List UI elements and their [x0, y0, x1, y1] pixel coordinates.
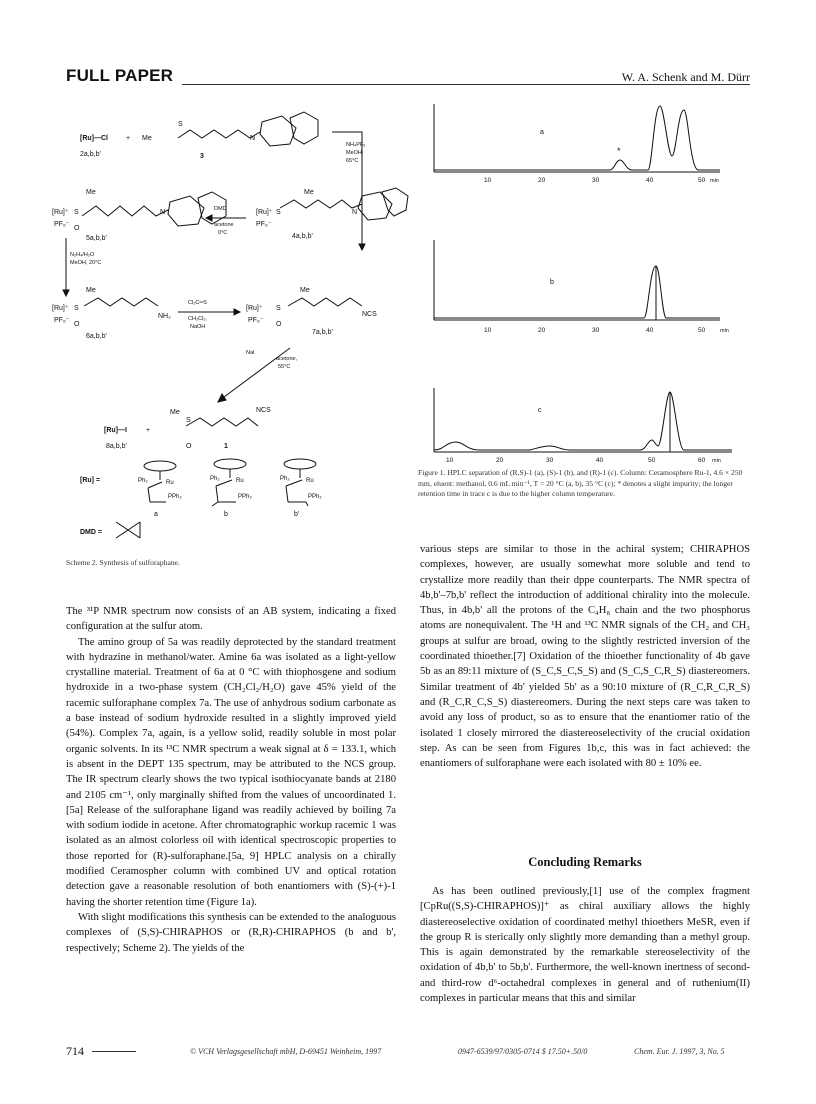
svg-text:[Ru]—Cl: [Ru]—Cl [80, 135, 108, 142]
svg-text:DMD =: DMD = [80, 529, 102, 536]
scheme-2-diagram [50, 98, 410, 550]
svg-text:Me: Me [86, 287, 96, 294]
paragraph: various steps are similar to those in the achiral system; CHIRAPHOS complexes, however, are usually somewhat more soluble and tend to crystallize more readily than their dppe counterparts. The NMR spectra of 4b,b'–7b,b' reflect the introduction of additional chirality into the molecule. Thus, in 4b,b' all the protons of the C₄H₈ chain and the two phosphorus atoms are nonequivalent. The ¹H and ¹³C NMR signals of the CH₂ and CH₃ groups at sulfur are broad, owing to the slightly restricted inversion of the coordinated thioether.[7] Oxidation of the thioether functionality of 4b gave 5b as an 89:11 mixture of (S_C,S_C,S_S) and (S_C,S_C,R_S) diastereomers. Similar treatment of 4b' yielded 5b' as a 90:10 mixture of (R_C,R_C,R_S) and (R_C,R_C,S_S) diastereomers. During the next steps care was taken to avoid any loss of product, so as to ensure that the enantiomer ratio of the isolated 1 closely mirrored the diastereoselectivity of the crucial oxidation step. As can be seen from Figures 1b,c, this was in fact achieved: the enantiomers of sulforaphane were each isolated with 80 ± 10% ee. [420, 544, 750, 770]
svg-text:min: min [720, 328, 729, 334]
svg-text:Ru: Ru [236, 478, 244, 484]
svg-text:O: O [74, 225, 80, 232]
svg-text:PF₆⁻: PF₆⁻ [256, 221, 272, 228]
svg-text:Me: Me [170, 409, 180, 416]
svg-text:MeOH, 20°C: MeOH, 20°C [70, 260, 102, 266]
svg-text:7a,b,b': 7a,b,b' [312, 329, 333, 336]
svg-text:N₂H₄/H₂O: N₂H₄/H₂O [70, 252, 95, 258]
left-column [66, 604, 396, 956]
svg-text:a: a [154, 511, 158, 518]
svg-text:Ru: Ru [306, 478, 314, 484]
svg-text:S: S [276, 305, 281, 312]
paragraph: With slight modifications this synthesis can be extended to the analoguous complexes of (S,S)-CHIRAPHOS or (R,R)-CHIRAPHOS (b and b', respectively; Scheme 2). The yields of the [66, 911, 396, 954]
svg-text:Me: Me [86, 189, 96, 196]
svg-text:NaOH: NaOH [190, 324, 206, 330]
svg-text:[Ru] =: [Ru] = [80, 477, 101, 484]
svg-text:Me: Me [142, 135, 152, 142]
svg-text:N: N [250, 135, 256, 142]
svg-text:min: min [712, 458, 721, 464]
svg-text:acetone,: acetone, [276, 356, 298, 362]
svg-text:a: a [540, 129, 544, 136]
svg-text:O: O [276, 321, 282, 328]
figure-1-caption: Figure 1. HPLC separation of (R,S)-1 (a), (S)-1 (b), and (R)-1 (c). Column: Ceramosphere Ru-1, 4.6 × 250 mm, eluent: methanol, 0.6 mL min⁻¹, T = 20 °C (a, b), 35 °C (c); * denotes a slight impurity; the longer retention time in trace c is due to the higher column temperature. [418, 468, 743, 498]
trace-a [434, 104, 720, 172]
svg-text:[Ru]⁺: [Ru]⁺ [52, 305, 69, 312]
svg-text:S: S [74, 209, 79, 216]
svg-text:3: 3 [200, 153, 204, 160]
svg-text:MeOH: MeOH [346, 150, 362, 156]
svg-text:Ph₂: Ph₂ [210, 476, 220, 482]
footer-rule [92, 1051, 136, 1052]
svg-text:N: N [160, 209, 166, 216]
chain-3 [178, 130, 260, 138]
svg-text:PPh₂: PPh₂ [308, 494, 322, 500]
svg-text:4a,b,b': 4a,b,b' [292, 233, 313, 240]
svg-text:min: min [710, 178, 719, 184]
svg-text:10: 10 [484, 327, 492, 334]
svg-text:30: 30 [592, 177, 600, 184]
svg-text:20: 20 [538, 327, 546, 334]
svg-text:5a,b,b': 5a,b,b' [86, 235, 107, 242]
section-title: Concluding Remarks [528, 855, 642, 869]
svg-text:PF₆⁻: PF₆⁻ [54, 221, 70, 228]
svg-text:O: O [74, 321, 80, 328]
svg-text:DMD: DMD [214, 206, 227, 212]
svg-text:PPh₂: PPh₂ [168, 494, 182, 500]
svg-text:O: O [186, 443, 192, 450]
svg-text:55°C: 55°C [278, 364, 291, 370]
paragraph: As has been outlined previously,[1] use of the complex fragment [CpRu((S,S)-CHIRAPHOS)]⁺ as chiral auxiliary allows the highly diastereoselective oxidation of coordinated methyl thioethers MeSR, even if the group R is sterically only slightly more demanding than a methyl group. This is again demonstrated by the remarkable stereoselectivity of the oxidation of 4b,b' to 5b,b'. Furthermore, the well-known inertness of second- and third-row d⁶-octahedral complexes in general and of ruthenium(II) complexes in particular means that this and similar [420, 886, 750, 1005]
page-number: 714 [66, 1044, 84, 1058]
svg-text:NCS: NCS [256, 407, 271, 414]
svg-text:S: S [74, 305, 79, 312]
svg-text:NH₂: NH₂ [158, 313, 171, 320]
svg-text:b: b [224, 511, 228, 518]
svg-text:50: 50 [648, 457, 656, 464]
svg-text:Ru: Ru [166, 480, 174, 486]
scheme-caption: Scheme 2. Synthesis of sulforaphane. [66, 558, 180, 567]
paragraph: The amino group of 5a was readily deprotected by the standard treatment with hydrazine in methanol/water. Amine 6a was isolated as a light-yellow crystalline material. Treatment of 6a at 0 °C with thiophosgene and sodium hydroxide in a two-phase system (CH₂Cl₂/H₂O) gave 45% yield of the racemic sulforaphane complex 7a. The use of anhydrous sodium carbonate as a base instead of sodium hydroxide resulted in a slightly improved yield (54%). Complex 7a, again, is a yellow solid, readily soluble in most polar organic solvents. In its ¹³C NMR spectrum a weak signal at δ = 133.1, which is absent in the DEPT 135 spectrum, may be attributed to the NCS group. The IR spectrum clearly shows the two typical isothiocyanate bands at 2180 and 2105 cm⁻¹, only marginally shifted from the values of uncoordinated 1.[5a] Release of the sulforaphane ligand was readily achieved by boiling 7a with sodium iodide in acetone. After chromatographic workup racemic 1 was isolated as an almost colorless oil with identical spectroscopic properties to those reported for (R)-sulforaphane.[5a, 9] HPLC analysis on a chirally modified Ceramospher column with combined UV and optical rotation detection gave a reasonable resolution of both enantiomers with (S)-(+)-1 having the shorter retention time (Figure 1a). [66, 636, 396, 908]
svg-text:Me: Me [300, 287, 310, 294]
svg-text:S: S [186, 417, 191, 424]
journal-citation: Chem. Eur. J. 1997, 3, No. 5 [634, 1047, 725, 1056]
price-code: 0947-6539/97/0305-0714 $ 17.50+.50/0 [458, 1047, 588, 1056]
svg-text:S: S [178, 121, 183, 128]
svg-text:2a,b,b': 2a,b,b' [80, 151, 101, 158]
svg-text:Me: Me [304, 189, 314, 196]
svg-text:N: N [352, 209, 358, 216]
svg-text:NCS: NCS [362, 311, 377, 318]
svg-text:[Ru]⁺: [Ru]⁺ [246, 305, 263, 312]
svg-text:[Ru]⁺: [Ru]⁺ [256, 209, 273, 216]
svg-text:30: 30 [592, 327, 600, 334]
svg-text:Cl₂C═S: Cl₂C═S [188, 300, 207, 306]
svg-text:+: + [146, 427, 151, 434]
right-column [420, 542, 750, 771]
svg-text:+: + [126, 135, 131, 142]
svg-text:30: 30 [546, 457, 554, 464]
svg-text:65°C: 65°C [346, 158, 359, 164]
svg-text:NaI: NaI [246, 350, 255, 356]
svg-text:PF₆⁻: PF₆⁻ [248, 317, 264, 324]
right-column-2 [420, 884, 750, 1006]
section-header: FULL PAPER [66, 66, 174, 85]
svg-text:8a,b,b': 8a,b,b' [106, 443, 127, 450]
svg-text:c: c [538, 407, 542, 414]
svg-text:[Ru]—I: [Ru]—I [104, 427, 127, 434]
svg-text:NH₄PF₆: NH₄PF₆ [346, 142, 366, 148]
trace-c [434, 388, 732, 452]
svg-text:S: S [276, 209, 281, 216]
publisher-line: © VCH Verlagsgesellschaft mbH, D-69451 Weinheim, 1997 [190, 1047, 382, 1056]
svg-text:b': b' [294, 511, 300, 518]
svg-text:20: 20 [538, 177, 546, 184]
svg-text:Ph₂: Ph₂ [280, 476, 290, 482]
author-line: W. A. Schenk and M. Dürr [621, 70, 750, 84]
svg-text:40: 40 [646, 177, 654, 184]
dmd-structure [116, 522, 140, 538]
svg-text:CH₂Cl₂,: CH₂Cl₂, [188, 316, 207, 322]
svg-text:10: 10 [446, 457, 454, 464]
svg-text:50: 50 [698, 177, 706, 184]
svg-text:40: 40 [596, 457, 604, 464]
svg-text:10: 10 [484, 177, 492, 184]
svg-text:*: * [617, 146, 621, 156]
svg-text:b: b [550, 279, 554, 286]
svg-text:acetone: acetone [214, 222, 234, 228]
svg-text:0°C: 0°C [218, 230, 228, 236]
svg-text:50: 50 [698, 327, 706, 334]
hplc-figure [420, 96, 760, 468]
svg-text:PPh₂: PPh₂ [238, 494, 252, 500]
svg-text:40: 40 [646, 327, 654, 334]
trace-b [434, 240, 720, 320]
svg-text:60: 60 [698, 457, 706, 464]
svg-text:1: 1 [224, 443, 228, 450]
svg-text:6a,b,b': 6a,b,b' [86, 333, 107, 340]
svg-text:Ph₂: Ph₂ [138, 478, 148, 484]
svg-text:PF₆⁻: PF₆⁻ [54, 317, 70, 324]
svg-text:20: 20 [496, 457, 504, 464]
paragraph: The ³¹P NMR spectrum now consists of an AB system, indicating a fixed configuration at the sulfur atom. [66, 606, 396, 633]
svg-text:[Ru]⁺: [Ru]⁺ [52, 209, 69, 216]
